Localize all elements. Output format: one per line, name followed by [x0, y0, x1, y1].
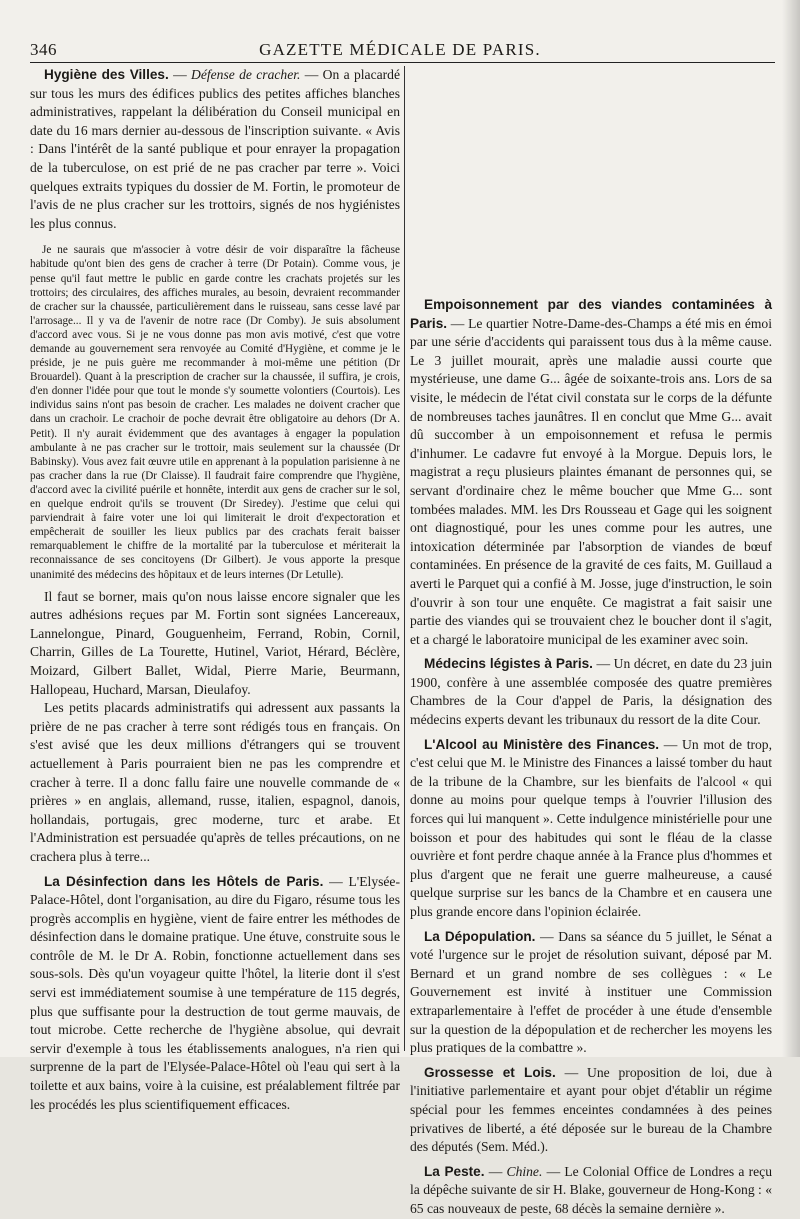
page-number: 346	[30, 40, 57, 59]
article-depopulation-title: La Dépopulation.	[424, 928, 536, 944]
article-hygiene-paragraph: Il faut se borner, mais qu'on nous laisse encore signaler que les autres adhésions reçues par M. Fortin sont signées Lancereaux, Lannelongue, Pinard, Gouguenheim, Ferrand, Robin, Cornil, Charrin, Gilles de La Tourette, Hutinel, Variot, Hérard, Béclère, Moizard, Gilbert Ballet, Widal, Pierre Marie, Beurmann, Hallopeau, Huchard, Marsan, Dieulafoy.	[30, 588, 400, 697]
article-alcool: L'Alcool au Ministère des Finances. — Un mot de trop, c'est celui que M. le Ministre des Finances a laissé tomber du haut de la tribune de la Chambre, sur les bienfaits de l'alcool « qui donne au moins pour quelque temps à l'ouvrier l'illusion des forces qui lui manquent ». Cette indulgence ministérielle pour une boisson et pour des habitudes qui sont le fléau de la classe ouvrière et font perdre chaque année à la France plus d'hommes et plus d'argent que ne ferait une guerre malheureuse, a causé quelque surprise sur les bancs de la Chambre et en causera une plus grande encore dans l'opinion éclairée.	[410, 736, 772, 919]
page-header	[30, 40, 770, 62]
page-edge-shadow	[782, 0, 800, 1057]
left-column	[30, 66, 400, 1114]
article-hygiene-paragraph: Les petits placards administratifs qui adressent aux passants la prière de ne pas cracher à terre sont rédigés tous en français. On s'est avisé que les deux millions d'étrangers qui se trouvent actuellement à Paris pourraient bien ne pas les comprendre et cracher à terre. Il a donc fallu faire une nouvelle commande de « prières » en anglais, allemand, russe, italien, espagnol, danois, hollandais, portugais, grec moderne, turc et arabe. Et l'Administration est persuadée qu'après de telles précautions, on ne crachera plus à terre...	[30, 700, 400, 864]
article-grossesse-title: Grossesse et Lois.	[424, 1064, 556, 1080]
article-medecins: Médecins légistes à Paris. — Un décret, en date du 23 juin 1900, confère à une assemblée composée des quatre premières Chambres de la Cour d'appel de Paris, la désignation des médecins experts devant les tribunaux du ressort de la dite Cour.	[410, 656, 772, 728]
article-hygiene-quotes: Je ne saurais que m'associer à votre désir de voir disparaître la fâcheuse habitude qu'ont bien des gens de cracher à terre (Dr Potain). Comme vous, je pense qu'il faut mettre le public en garde contre les crachats projetés sur les trottoirs; des circulaires, des affiches murales, au besoin, devraient recommander de cracher sur la chaussée, particulièrement dans le ruisseau, sans cesse lavé par l'arrosage... Il y va de l'avenir de notre race (Dr Comby). Je suis absolument d'accord avec vous. Si je ne vous donne pas mon avis motivé, c'est que votre demande au gouvernement sera renvoyée au Comité d'Hygiène, et comme je le préside, je ne puis guère me recommander à moi-même une pétition (Dr Brouardel). Quant à la prescription de cracher sur la chaussée, il suffira, je crois, d'en donner l'idée pour que tout le monde s'y soumette volontiers (Courtois). Les individus sains n'ont pas besoin de cracher. Les malades ne doivent cracher que dans un crachoir. Le crachoir de poche devrait être obligatoire au dehors (Dr A. Petit). Il n'y aurait évidemment que des avantages à engager la population ambulante à ne pas cracher sur le trottoir, mais seulement sur la chaussée (Dr Babinsky). Vous avez fait œuvre utile en apprenant à la population parisienne à ne pas cracher dans la rue (Dr Claisse). Il faudrait faire comprendre que l'hygiène, d'accord avec la civilité puérile et honnête, interdit aux gens de cracher sur le sol, en quelque endroit qu'ils se trouvent (Dr Siredey). J'estime que celui qui parviendrait à faire voter une loi qui limiterait le droit d'expectoration et empêcherait de souiller les lieux publics par des crachats ferait baisser remarquablement le chiffre de la mortalité par la tuberculose et mériterait la reconnaissance de ses concitoyens (Dr Gilbert). Je vous apporte la presque unanimité des médecins des hôpitaux et de leurs internes (Dr Letulle).	[30, 244, 400, 581]
header-rule	[30, 62, 775, 63]
column-rule	[404, 66, 405, 1051]
article-hygiene-lead: Hygiène des Villes. — Défense de cracher. — On a placardé sur tous les murs des édifices publics des petites affiches blanches administratives, rappelant la délibération du Conseil municipal en date du 16 mars dernier au-dessous de l'inscription suivante. « Avis : Dans l'intérêt de la santé publique et pour enrayer la propagation de la tuberculose, on est prié de ne pas cracher par terre ». Voici quelques extraits typiques du dossier de M. Fortin, le promoteur de l'avis de ne plus cracher sur les trottoirs, signés de nos hygiénistes les plus connus.	[30, 67, 400, 231]
article-empoisonnement-title: Empoisonnement par des viandes contaminées à Paris.	[410, 297, 772, 331]
article-depopulation: La Dépopulation. — Dans sa séance du 5 juillet, le Sénat a voté l'urgence sur le projet de résolution suivant, déposé par M. Bernard et un grand nombre de ses collègues : « Le Gouvernement est invité à instituer une Commission extraparlementaire à l'effet de procéder à une étude d'ensemble sur la question de la dépopulation et de rechercher les moyens les plus pratiques de la combattre ».	[410, 928, 772, 1056]
article-hygiene-title: Hygiène des Villes.	[44, 67, 169, 82]
article-peste-subtitle: Chine.	[506, 1163, 543, 1179]
right-column	[410, 290, 772, 1219]
article-empoisonnement: Empoisonnement par des viandes contaminées à Paris. — Le quartier Notre-Dame-des-Champs a été mis en émoi par une série d'accidents qui paraissent tous dus à la même cause. Le 3 juillet mourait, après une maladie aussi courte que mystérieuse, une dame G... âgée de soixante-trois ans. Lors de sa visite, le médecin de l'état civil constata sur le corps de la défunte de nombreuses taches jaunâtres. Il en conclut que Mme G... avait dû succomber à un empoisonnement et refusa le permis d'inhumer. Le cadavre fut envoyé à la Morgue. Depuis lors, le magistrat a reçu plusieurs plaintes émanant de personnes qui, se servant d'ordinaire chez le même boucher que Mme G... sont tombées malades. MM. les Drs Rousseau et Gage qui les soignent ont diagnostiqué, pour les unes comme pour les autres, une intoxication déterminée par l'absorption de viandes de bœuf contaminées. En présence de la gravité de ces faits, M. Guillaud a averti le Parquet qui a confié à M. Josse, juge d'instruction, le soin d'ouvrir à son tour une enquête. Ce magistrat a fait saisir une partie des viandes qui se trouvaient chez le boucher dont il s'agit, et a chargé le laboratoire municipal de les examiner avec soin.	[410, 297, 772, 647]
article-desinfection: La Désinfection dans les Hôtels de Paris. — L'Elysée-Palace-Hôtel, dont l'organisation, au dire du Figaro, résume tous les progrès accomplis en hygiène, vient de faire entrer les méthodes de désinfection dans le domaine pratique. Une étuve, construite sous le contrôle de M. le Dr A. Robin, fonctionne actuellement dans ses sous-sols. Dès qu'un voyageur quitte l'hôtel, la literie dont il s'est servi est immédiatement soumise à une température de 115 degrés, plus que suffisante pour la destruction de tout germe mauvais, de tout microbe. Cette recherche de l'hygiène absolue, qui devrait servir d'exemple à tous les établissements analogues, n'a rien qui surprenne de la part de l'Elysée-Palace-Hôtel où l'eau qui sert à la toilette et aux bains, voire à la cuisine, est préalablement filtrée par les procédés les plus scientifiquement efficaces.	[30, 873, 400, 1112]
article-peste-title: La Peste.	[424, 1163, 485, 1179]
article-hygiene-subtitle: Défense de cracher.	[191, 67, 301, 82]
article-desinfection-title: La Désinfection dans les Hôtels de Paris.	[44, 873, 324, 889]
article-medecins-title: Médecins légistes à Paris.	[424, 656, 593, 672]
running-title: GAZETTE MÉDICALE DE PARIS.	[259, 40, 541, 59]
article-peste: La Peste. — Chine. — Le Colonial Office de Londres a reçu la dépêche suivante de sir H. Blake, gouverneur de Hong-Kong : « 65 cas nouveaux de peste, 68 décès la semaine dernière ».	[410, 1163, 773, 1216]
article-alcool-title: L'Alcool au Ministère des Finances.	[424, 736, 660, 752]
article-grossesse: Grossesse et Lois. — Une proposition de loi, due à l'initiative parlementaire et ayant pour objet d'établir un régime spécial pour les femmes enceintes condamnées à des peines privatives de liberté, a été déposée sur le bureau de la Chambre des députés (Sem. Méd.).	[410, 1064, 773, 1155]
